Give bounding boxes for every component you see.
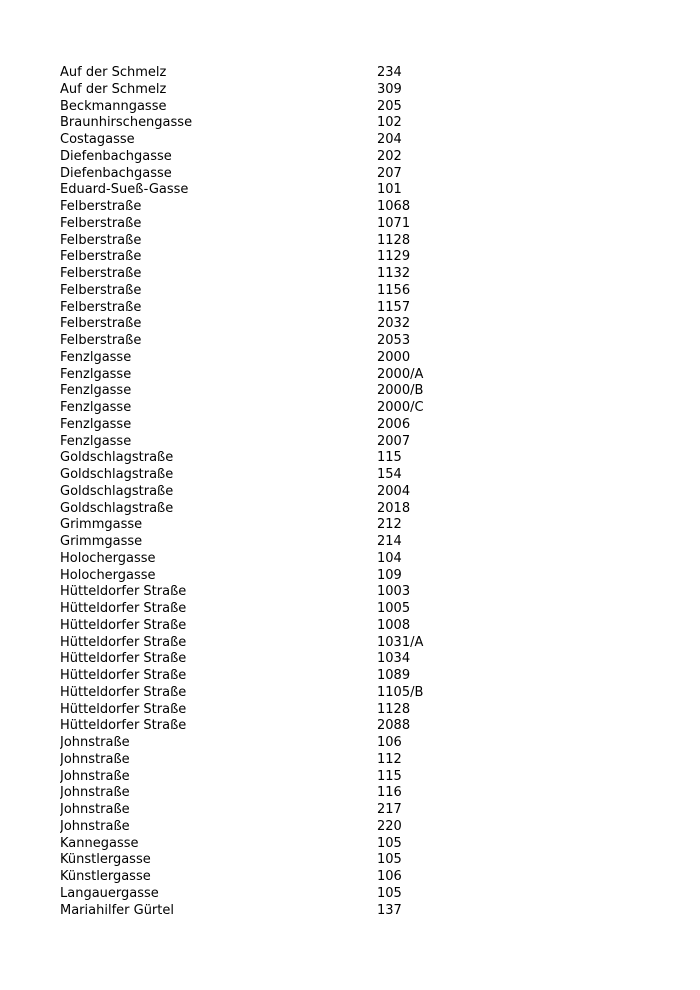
street-name: Fenzlgasse [60,400,132,415]
address-row [60,735,660,752]
house-number: 106 [377,735,402,750]
address-row [60,216,660,233]
street-name: Beckmanngasse [60,98,167,114]
address-row [60,534,660,551]
address-row [60,802,660,819]
house-number: 1005 [377,601,411,616]
street-name: Hütteldorfer Straße [60,668,187,683]
address-row [60,367,660,384]
street-name: Felberstraße [60,299,142,315]
street-name: Hütteldorfer Straße [60,584,187,600]
house-number: 1068 [377,199,411,214]
house-number: 1008 [377,617,411,633]
address-row [60,316,660,333]
address-row [60,635,660,652]
house-number: 2088 [377,718,411,734]
street-name: Johnstraße [60,818,130,834]
street-name: Fenzlgasse [60,349,132,365]
house-number: 1031/A [377,634,424,650]
address-row [60,785,660,802]
street-name: Fenzlgasse [60,366,132,382]
address-row [60,417,660,434]
street-name: Hütteldorfer Straße [60,718,187,734]
house-number: 207 [377,165,402,181]
street-name: Hütteldorfer Straße [60,617,187,633]
street-name: Goldschlagstraße [60,483,174,499]
street-name: Mariahilfer Gürtel [60,902,174,918]
address-row [60,501,660,518]
house-number: 2007 [377,433,411,449]
address-row [60,266,660,283]
street-name: Fenzlgasse [60,383,132,399]
address-row [60,718,660,735]
address-row [60,450,660,467]
house-number: 112 [377,751,402,767]
house-number: 309 [377,81,402,97]
street-name: Kannegasse [60,835,139,851]
address-row [60,115,660,132]
street-name: Fenzlgasse [60,433,132,449]
address-row [60,769,660,786]
house-number: 212 [377,517,402,533]
address-row [60,99,660,116]
street-name: Langauergasse [60,885,159,901]
house-number: 220 [377,818,402,834]
address-row [60,149,660,166]
address-row [60,685,660,702]
address-row [60,551,660,568]
address-row [60,852,660,869]
house-number: 104 [377,550,402,566]
street-name: Hütteldorfer Straße [60,684,187,700]
house-number: 1156 [377,282,411,298]
house-number: 214 [377,534,402,549]
house-number: 1071 [377,215,411,231]
address-row [60,886,660,903]
house-number: 2004 [377,483,411,499]
address-row [60,702,660,719]
street-name: Goldschlagstraße [60,467,174,482]
address-row [60,836,660,853]
street-name: Hütteldorfer Straße [60,651,187,667]
house-number: 204 [377,132,402,147]
street-name: Eduard-Sueß-Gasse [60,182,189,198]
house-number: 2018 [377,500,411,516]
street-name: Johnstraße [60,735,130,750]
address-row [60,618,660,635]
address-row [60,199,660,216]
address-row [60,333,660,350]
street-name: Holochergasse [60,567,156,583]
address-row [60,819,660,836]
address-row [60,467,660,484]
street-name: Felberstraße [60,249,142,265]
house-number: 137 [377,902,402,918]
address-row [60,383,660,400]
street-name: Künstlergasse [60,852,151,868]
address-list [60,65,660,919]
house-number: 234 [377,65,402,80]
street-name: Felberstraße [60,215,142,231]
street-name: Diefenbachgasse [60,148,172,164]
address-row [60,601,660,618]
street-name: Costagasse [60,132,135,147]
house-number: 1105/B [377,684,424,700]
house-number: 1132 [377,266,411,281]
address-row [60,517,660,534]
address-row [60,249,660,266]
address-row [60,82,660,99]
street-name: Goldschlagstraße [60,500,174,516]
street-name: Johnstraße [60,802,130,817]
address-row [60,903,660,920]
street-name: Auf der Schmelz [60,65,167,80]
street-name: Felberstraße [60,266,142,281]
house-number: 1034 [377,651,411,667]
street-name: Felberstraße [60,282,142,298]
street-name: Felberstraße [60,232,142,248]
address-row [60,283,660,300]
house-number: 109 [377,567,402,583]
address-row [60,233,660,250]
house-number: 2053 [377,333,411,348]
house-number: 1129 [377,249,411,265]
street-name: Felberstraße [60,316,142,332]
house-number: 2000/C [377,400,424,415]
house-number: 217 [377,802,402,817]
address-row [60,568,660,585]
street-name: Holochergasse [60,550,156,566]
address-row [60,166,660,183]
address-row [60,65,660,82]
address-row [60,869,660,886]
house-number: 1128 [377,232,411,248]
house-number: 2006 [377,416,411,432]
house-number: 205 [377,98,402,114]
street-name: Fenzlgasse [60,416,132,432]
address-row [60,434,660,451]
address-row [60,651,660,668]
house-number: 105 [377,885,402,901]
street-name: Goldschlagstraße [60,450,174,466]
address-row [60,350,660,367]
house-number: 2000/B [377,383,424,399]
address-row [60,400,660,417]
address-row [60,300,660,317]
house-number: 202 [377,148,402,164]
street-name: Johnstraße [60,768,130,784]
street-name: Johnstraße [60,785,130,801]
house-number: 116 [377,785,402,801]
street-name: Grimmgasse [60,517,143,533]
house-number: 1089 [377,668,411,683]
address-row [60,668,660,685]
street-name: Braunhirschengasse [60,115,193,131]
house-number: 101 [377,182,402,198]
house-number: 115 [377,450,402,466]
street-name: Felberstraße [60,333,142,348]
house-number: 102 [377,115,402,131]
street-name: Felberstraße [60,199,142,214]
house-number: 105 [377,852,402,868]
address-row [60,132,660,149]
street-name: Johnstraße [60,751,130,767]
house-number: 1157 [377,299,411,315]
address-row [60,752,660,769]
house-number: 105 [377,835,402,851]
house-number: 115 [377,768,402,784]
street-name: Hütteldorfer Straße [60,634,187,650]
street-name: Diefenbachgasse [60,165,172,181]
house-number: 154 [377,467,402,482]
street-name: Hütteldorfer Straße [60,601,187,616]
street-name: Auf der Schmelz [60,81,167,97]
house-number: 1128 [377,701,411,717]
address-row [60,584,660,601]
street-name: Grimmgasse [60,534,143,549]
house-number: 2032 [377,316,411,332]
street-name: Künstlergasse [60,869,151,884]
street-name: Hütteldorfer Straße [60,701,187,717]
house-number: 106 [377,869,402,884]
house-number: 2000/A [377,366,424,382]
address-row [60,182,660,199]
house-number: 1003 [377,584,411,600]
house-number: 2000 [377,349,411,365]
address-row [60,484,660,501]
